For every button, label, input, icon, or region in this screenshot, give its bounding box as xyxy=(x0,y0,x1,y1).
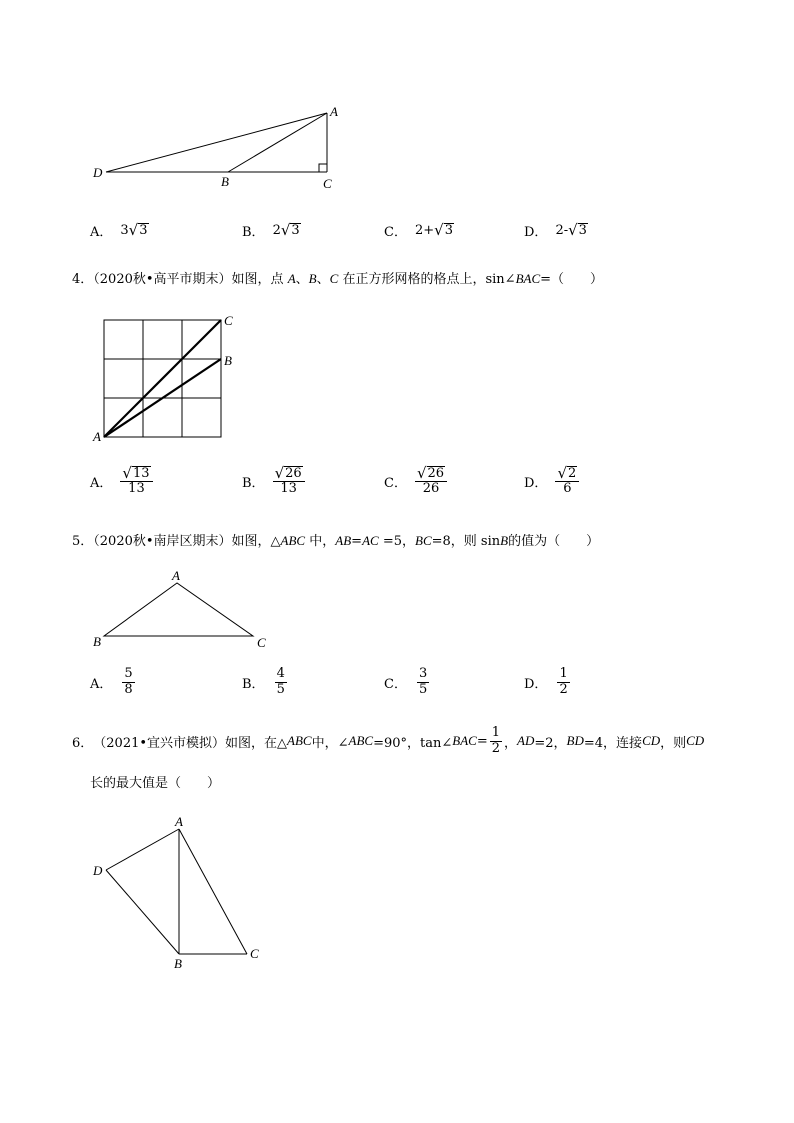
radical: √ 3 xyxy=(128,221,148,239)
q5-stem: 5．（2020秋•南岸区期末）如图，△ABC 中，AB=AC =5，BC=8，则 sinB的值为（ ） xyxy=(72,533,600,549)
fraction: $\frac{1}{2}$ xyxy=(559,666,568,697)
segment-db xyxy=(106,870,179,954)
fig4-label-c: C xyxy=(224,313,233,328)
fig5-label-c: C xyxy=(257,635,266,650)
option-label: A． xyxy=(90,676,113,692)
fig3-label-a: A xyxy=(330,104,338,119)
fraction: $\frac{1}{2}$ xyxy=(491,725,501,756)
radical: √ 3 xyxy=(434,221,453,239)
option-label: C． xyxy=(384,676,407,692)
fig5-label-b: B xyxy=(93,634,101,649)
fig4-label-b: B xyxy=(224,353,232,368)
fig6-label-a: A xyxy=(175,814,183,829)
fraction: √ 26 26 xyxy=(415,466,447,497)
segment-ad xyxy=(106,829,179,870)
q6-stem-line2: 长的最大值是（ ） xyxy=(90,776,221,791)
option-label: D． xyxy=(524,225,548,240)
option-coef: 2+ xyxy=(414,223,435,238)
option-label: D． xyxy=(524,676,548,692)
q4-stem: 4．（2020秋•高平市期末）如图，点 A、B、C 在正方形网格的格点上，sin∠BAC=（ ） xyxy=(72,271,604,287)
radical: √ 3 xyxy=(280,221,300,239)
fraction: $\frac{3}{5}$ xyxy=(418,666,428,697)
fig6-label-c: C xyxy=(250,946,259,961)
option-label: B． xyxy=(242,676,265,692)
fraction: $\frac{4}{5}$ xyxy=(276,666,285,697)
option-coef: 2 xyxy=(272,223,281,238)
fraction: √ 13 13 xyxy=(120,466,152,497)
fig5-label-a: A xyxy=(172,568,180,583)
option-label: B． xyxy=(242,475,265,491)
option-label: C． xyxy=(384,475,407,491)
fraction: √ 26 13 xyxy=(273,466,305,497)
option-coef: 2- xyxy=(555,223,569,238)
fig6-label-d: D xyxy=(93,863,103,878)
option-coef: 3 xyxy=(120,223,129,238)
fig3-label-c: C xyxy=(323,176,332,191)
fraction: √ 2 6 xyxy=(555,466,579,497)
segment-ac xyxy=(179,829,247,954)
q6-stem: 6． （2021•宜兴市模拟） 如图，在△ ABC 中，∠ ABC =90°，tan∠ BAC = $\frac{1}{2}$ ， AD =2， BD =4，连接 CD ，则 CD xyxy=(72,725,705,756)
fig6-label-b: B xyxy=(174,956,182,971)
option-label: A． xyxy=(90,225,113,240)
option-label: B． xyxy=(242,225,265,240)
fig4-label-a: A xyxy=(93,429,101,444)
fig3-label-b: B xyxy=(221,174,229,189)
option-label: C． xyxy=(384,225,407,240)
radical: √ 3 xyxy=(568,221,587,239)
option-label: D． xyxy=(524,475,548,491)
fig3-label-d: D xyxy=(93,165,103,180)
fraction: $\frac{5}{8}$ xyxy=(124,666,133,697)
option-label: A． xyxy=(90,475,113,491)
